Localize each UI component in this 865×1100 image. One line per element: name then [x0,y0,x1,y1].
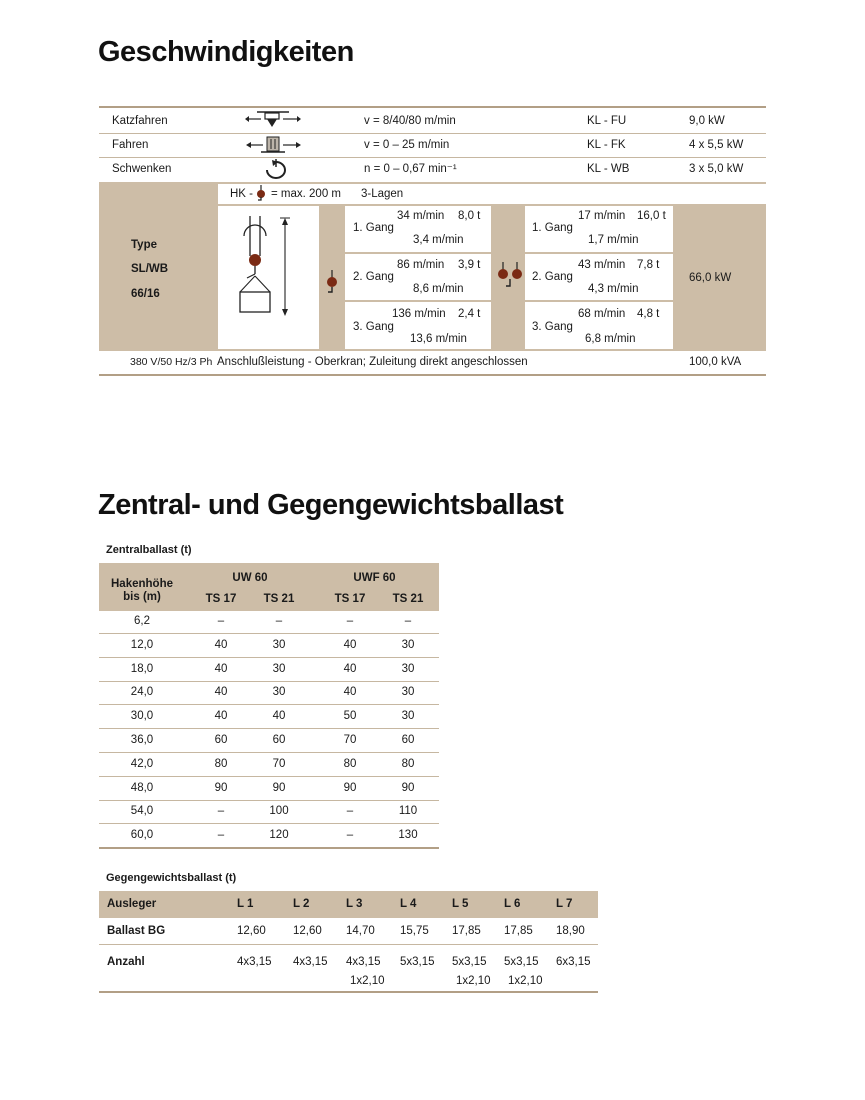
col-label-1: Hakenhöhe [111,578,173,590]
speed-max: 17 m/min [578,210,626,222]
anzahl-cell: 5x3,15 [400,956,435,968]
type-variant: 66/16 [131,288,160,300]
anzahl-extra-cell: 1x2,10 [350,975,385,987]
type-model: SL/WB [131,263,169,275]
hook-height-cell: 24,0 [130,686,154,699]
hook-height-cell: 30,0 [130,710,154,723]
hook-height-cell: 6,2 [134,615,150,627]
ballast-cell: 18,90 [556,925,585,937]
hook-height-cell: 42,0 [130,757,154,770]
hoist-power: 66,0 kW [689,272,732,284]
ballast-cell: 30 [401,638,415,651]
ballast-cell: 120 [269,829,289,842]
header-cell: L 3 [346,898,363,910]
speed-min: 4,3 m/min [588,283,639,295]
ballast-cell: 12,60 [293,925,322,937]
ballast-cell: 17,85 [452,925,481,937]
row-power: 9,0 kW [689,115,725,127]
load: 3,9 t [458,259,481,271]
ballast-cell: – [346,829,354,842]
row-divider [99,633,439,634]
subcol: TS 17 [334,593,366,605]
ballast-cell: 30 [272,686,286,699]
row-divider [99,728,439,729]
speed-max: 34 m/min [397,210,445,222]
hook-height-cell: 12,0 [130,638,154,651]
header-ausleger: Ausleger [107,898,157,910]
gear-label: 1. Gang [353,222,394,234]
anzahl-cell: 4x3,15 [237,956,272,968]
ballast-cell: – [404,615,412,627]
hoist-prefix: HK - [230,188,253,200]
ballast-cell: – [217,829,225,842]
gear-label: 3. Gang [532,321,573,333]
ballast-cell: 30 [401,662,415,675]
anzahl-cell: 6x3,15 [556,956,591,968]
speeds-title: Geschwindigkeiten [98,36,354,68]
row-power: 3 x 5,0 kW [689,163,744,175]
row-value: v = 0 – 25 m/min [364,139,450,151]
row-divider [99,800,439,801]
speed-max: 43 m/min [578,259,626,271]
anzahl-cell: 5x3,15 [452,956,487,968]
gear-label: 2. Gang [532,271,573,283]
ballast-cell: 90 [214,781,228,794]
ballast-cell: 50 [343,710,357,723]
row-code: KL - WB [587,163,630,175]
anzahl-cell: 4x3,15 [293,956,328,968]
speed-min: 8,6 m/min [413,283,464,295]
gear-label: 1. Gang [532,222,573,234]
anzahl-label: Anzahl [107,956,145,968]
hoist-diagram-icon [222,216,317,324]
row-code: KL - FK [587,139,626,151]
ballast-cell: 60 [272,734,286,746]
ballast-cell: 40 [214,638,228,651]
type-label: Type [131,239,157,251]
ballast-cell: 30 [401,686,415,699]
ballast-cell: 40 [343,662,357,675]
anzahl-extra-cell: 1x2,10 [508,975,543,987]
ballast-cell: 70 [343,734,357,746]
load: 4,8 t [637,308,660,320]
ballast-cell: 80 [343,757,357,770]
row-divider [99,847,439,849]
hoist-height: = max. 200 m [271,188,341,200]
ballast-cell: 90 [343,781,357,794]
ballast-cell: 90 [401,781,415,794]
ballast-cell: – [346,805,354,818]
hoist-layers: 3-Lagen [361,188,404,200]
speed-max: 136 m/min [392,308,446,320]
header-cell: L 2 [293,898,310,910]
travel-icon [243,134,307,156]
row-label: Fahren [112,139,149,151]
row-divider [99,776,439,777]
anzahl-cell: 5x3,15 [504,956,539,968]
row-divider [99,823,439,824]
row-divider [99,657,439,658]
header-cell: L 5 [452,898,469,910]
ballast-cell: 40 [343,638,357,651]
hook-height-cell: 48,0 [130,781,154,794]
row-divider [99,681,439,682]
ballast-cell: 80 [214,757,228,770]
row-label: Schwenken [112,163,172,175]
anzahl-cell: 4x3,15 [346,956,381,968]
ballast-cell: 30 [272,662,286,675]
ballast-cell: 30 [272,638,286,651]
footer-text: Anschlußleistung - Oberkran; Zuleitung direkt angeschlossen [217,356,528,368]
ballast-cell: – [217,805,225,818]
ballast-cell: – [275,615,283,627]
ballast-cell: 40 [214,710,228,723]
speed-min: 6,8 m/min [585,333,636,345]
group-uw60: UW 60 [232,572,268,584]
footer-voltage: 380 V/50 Hz/3 Ph [130,356,213,368]
load: 8,0 t [458,210,481,222]
speed-max: 68 m/min [578,308,626,320]
row-divider [99,752,439,753]
header-cell: L 7 [556,898,573,910]
footer-value: 100,0 kVA [689,356,742,368]
trolley-icon [243,109,307,133]
ballast-cell: 60 [401,734,415,746]
speed-min: 13,6 m/min [410,333,467,345]
ballast-cell: 130 [398,829,418,842]
speed-max: 86 m/min [397,259,445,271]
ballast-cell: 40 [343,686,357,699]
header-cell: L 4 [400,898,417,910]
ballast-cell: 90 [272,781,286,794]
counter-subtitle: Gegengewichtsballast (t) [106,872,237,884]
header-cell: L 6 [504,898,521,910]
row-code: KL - FU [587,115,627,127]
ballast-cell: – [217,615,225,627]
speed-min: 3,4 m/min [413,234,464,246]
ballast-cell: 100 [269,805,289,818]
hook-icon [255,185,267,203]
gear-label: 3. Gang [353,321,394,333]
row-label: Katzfahren [112,115,168,127]
speed-min: 1,7 m/min [588,234,639,246]
anzahl-extra-cell: 1x2,10 [456,975,491,987]
single-hook-icon [324,270,340,300]
row-value: v = 8/40/80 m/min [364,115,456,127]
ballast-cell: 60 [214,734,228,746]
ballast-title: Zentral- und Gegengewichtsballast [98,489,564,521]
hook-height-cell: 54,0 [130,805,154,818]
hook-height-cell: 36,0 [130,734,154,746]
row-power: 4 x 5,5 kW [689,139,744,151]
ballast-cell: 14,70 [346,925,375,937]
col-label-2: bis (m) [123,591,161,603]
central-subtitle: Zentralballast (t) [106,544,192,556]
ballast-cell: 40 [214,686,228,699]
ballast-cell: 17,85 [504,925,533,937]
ballast-cell: 40 [272,710,286,723]
ballast-cell: 15,75 [400,925,429,937]
subcol: TS 21 [392,593,424,605]
gear-label: 2. Gang [353,271,394,283]
ballast-cell: 110 [398,805,418,818]
subcol: TS 21 [263,593,295,605]
ballast-cell: 30 [401,710,415,723]
group-uwf60: UWF 60 [353,572,396,584]
row-value: n = 0 – 0,67 min⁻¹ [364,163,457,175]
load: 7,8 t [637,259,660,271]
load: 16,0 t [637,210,666,222]
ballast-label: Ballast BG [107,925,166,937]
load: 2,4 t [458,308,481,320]
ballast-cell: 80 [401,757,415,770]
double-hook-icon [496,262,524,294]
row-divider [99,704,439,705]
header-cell: L 1 [237,898,254,910]
slewing-icon [262,158,290,182]
ballast-cell: 12,60 [237,925,266,937]
subcol: TS 17 [205,593,237,605]
ballast-cell: 70 [272,757,286,770]
hook-height-cell: 18,0 [130,662,154,675]
ballast-cell: – [346,615,354,627]
ballast-cell: 40 [214,662,228,675]
hook-height-cell: 60,0 [130,829,154,842]
